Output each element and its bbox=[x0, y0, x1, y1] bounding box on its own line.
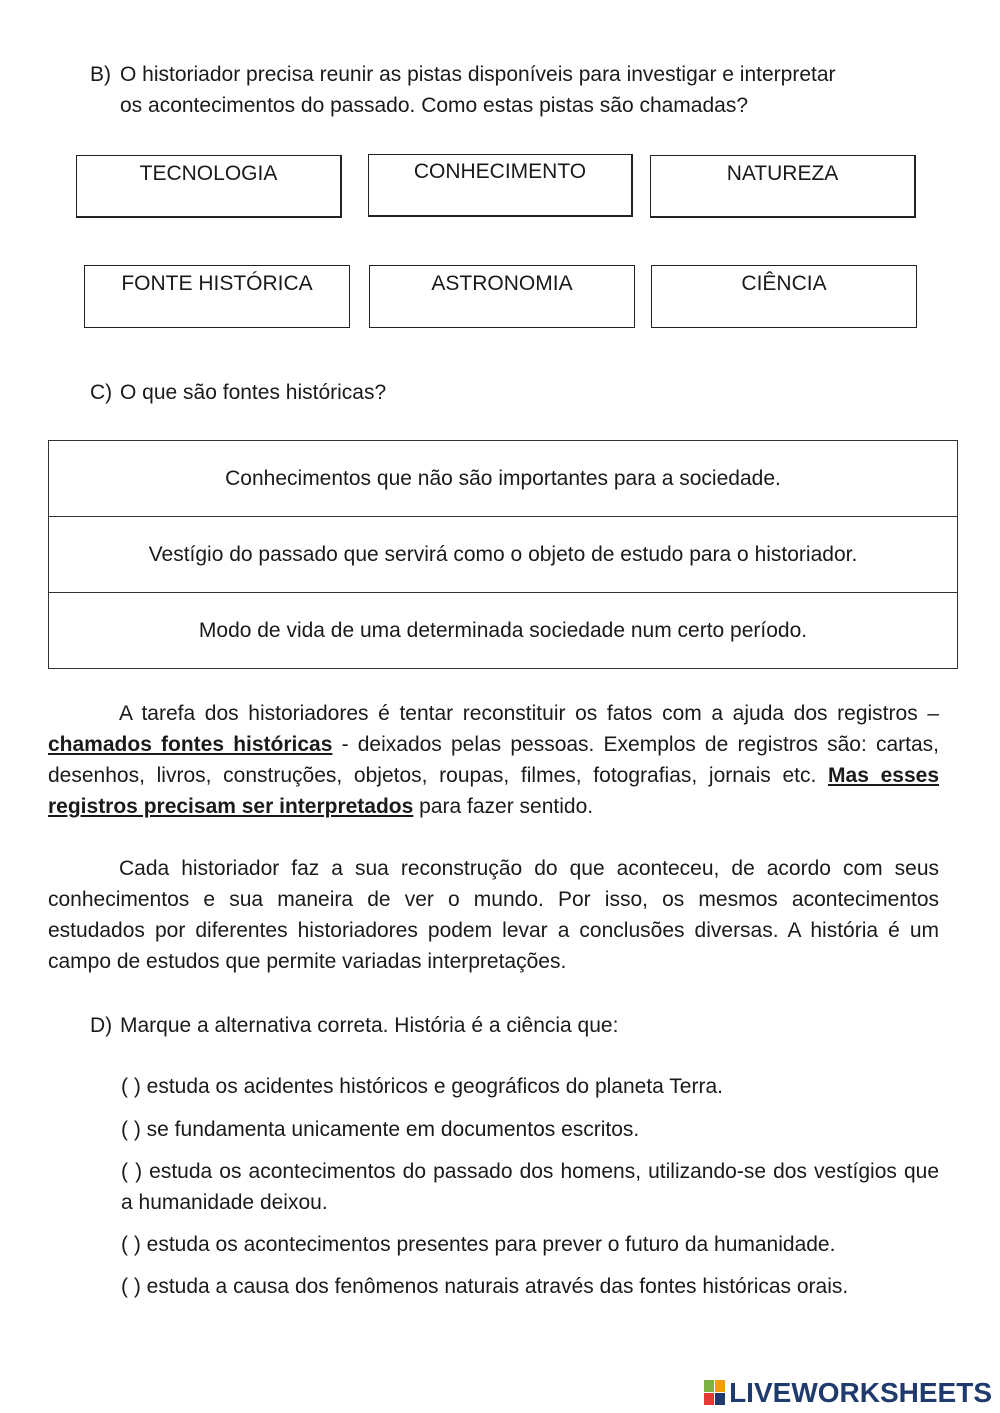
alternative-5-checkbox[interactable]: ( ) bbox=[121, 1275, 141, 1298]
question-d-label: D) bbox=[90, 1014, 113, 1037]
alternative-5-text: estuda a causa dos fenômenos naturais através das fontes históricas orais. bbox=[146, 1275, 849, 1298]
alternative-2 bbox=[121, 1114, 939, 1145]
question-c-options-table bbox=[48, 440, 958, 669]
option-fonte-historica[interactable]: FONTE HISTÓRICA bbox=[84, 265, 350, 328]
liveworksheets-logo-text: LIVEWORKSHEETS bbox=[729, 1377, 992, 1408]
alternative-4-text: estuda os acontecimentos presentes para prever o futuro da humanidade. bbox=[146, 1233, 836, 1256]
paragraph-1-bold-2: Mas esses registros precisam ser interpretados bbox=[48, 764, 940, 818]
option-astronomia[interactable]: ASTRONOMIA bbox=[369, 265, 635, 328]
paragraph-1-bold-1: chamados fontes históricas bbox=[48, 733, 333, 756]
alternative-4 bbox=[121, 1229, 939, 1260]
alternative-1 bbox=[121, 1071, 939, 1102]
option-conhecimento[interactable]: CONHECIMENTO bbox=[368, 154, 633, 217]
alternative-1-text: estuda os acidentes históricos e geográficos do planeta Terra. bbox=[146, 1075, 723, 1098]
paragraph-2-text: Cada historiador faz a sua reconstrução do que aconteceu, de acordo com seus conhecimentos e sua maneira de ver o mundo. Por isso, os mesmos acontecimentos estudados por diferentes historiadores podem levar a conclusões diversas. A história é um campo de estudos que permite variadas interpretações. bbox=[48, 857, 939, 973]
alternative-3-text: estuda os acontecimentos do passado dos homens, utilizando-se dos vestígios que a humanidade deixou. bbox=[121, 1160, 939, 1214]
question-c-label: C) bbox=[90, 381, 113, 404]
paragraph-1-part-2: - deixados pelas pessoas. Exemplos de registros são: cartas, desenhos, livros, construções, objetos, roupas, filmes, fotografias, jornais etc. bbox=[48, 733, 940, 787]
question-c-option-3[interactable]: Modo de vida de uma determinada sociedade num certo período. bbox=[198, 618, 808, 642]
option-natureza[interactable]: NATUREZA bbox=[650, 155, 916, 218]
question-c-option-1[interactable]: Conhecimentos que não são importantes para a sociedade. bbox=[49, 441, 957, 517]
alternative-2-checkbox[interactable]: ( ) bbox=[121, 1118, 141, 1141]
option-tecnologia[interactable]: TECNOLOGIA bbox=[76, 155, 342, 218]
alternative-1-checkbox[interactable]: ( ) bbox=[121, 1075, 141, 1098]
alternative-4-checkbox[interactable]: ( ) bbox=[121, 1233, 141, 1256]
alternative-3 bbox=[121, 1156, 939, 1218]
paragraph-1 bbox=[48, 698, 939, 822]
question-c-option-2[interactable]: Vestígio do passado que servirá como o objeto de estudo para o historiador. bbox=[49, 517, 957, 593]
paragraph-2 bbox=[48, 853, 939, 977]
paragraph-1-part-3: para fazer sentido. bbox=[413, 795, 594, 818]
question-d-text: Marque a alternativa correta. História é a ciência que: bbox=[120, 1014, 619, 1037]
paragraph-1-part-1: A tarefa dos historiadores é tentar reconstituir os fatos com a ajuda dos registros – bbox=[119, 702, 939, 725]
alternative-3-checkbox[interactable]: ( ) bbox=[121, 1160, 143, 1183]
question-b-line-2: os acontecimentos do passado. Como estas pistas são chamadas? bbox=[120, 94, 749, 117]
question-b-label: B) bbox=[90, 63, 111, 86]
alternative-2-text: se fundamenta unicamente em documentos escritos. bbox=[146, 1118, 640, 1141]
liveworksheets-logo bbox=[704, 1376, 992, 1410]
question-b-line-1: O historiador precisa reunir as pistas disponíveis para investigar e interpretar bbox=[120, 63, 836, 86]
question-c-text: O que são fontes históricas? bbox=[120, 381, 387, 404]
liveworksheets-logo-icon bbox=[704, 1380, 726, 1406]
option-ciencia[interactable]: CIÊNCIA bbox=[651, 265, 917, 328]
alternative-5 bbox=[121, 1271, 939, 1302]
